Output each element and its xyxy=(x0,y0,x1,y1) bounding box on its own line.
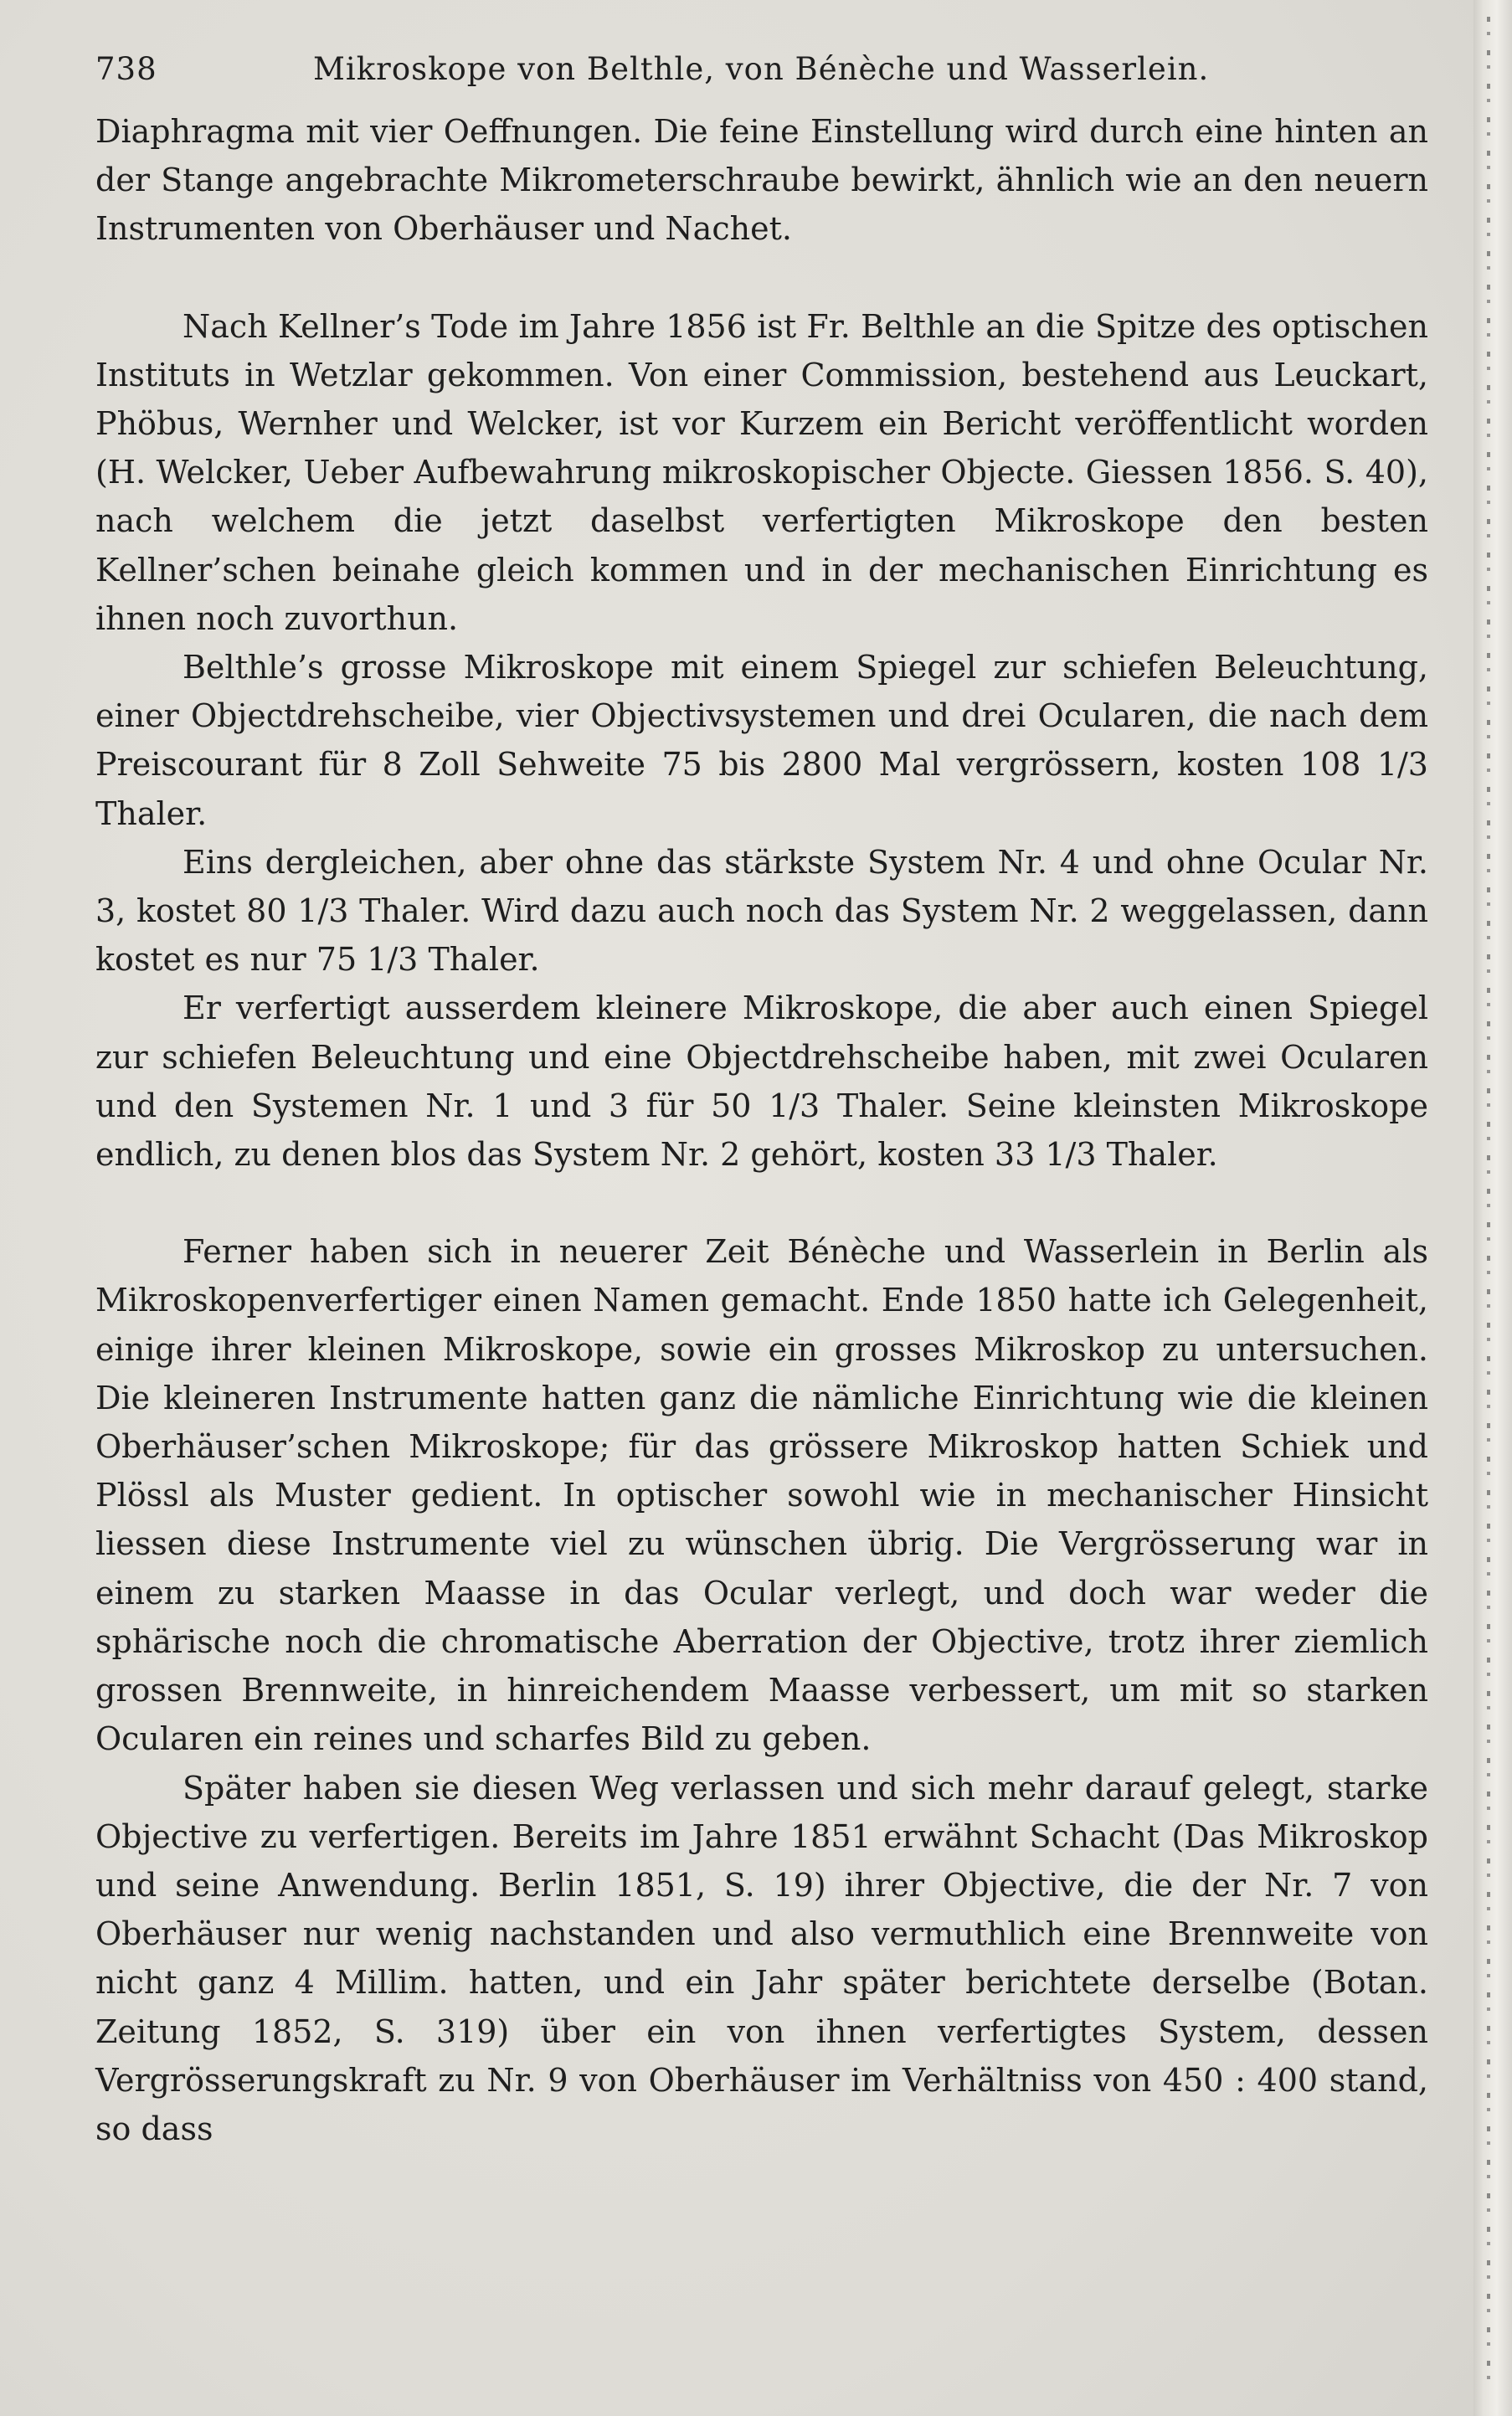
paragraph-kleinere-mikroskope: Er verfertigt ausserdem kleinere Mikroskope, die aber auch einen Spiegel zur schiefen Beleuchtung und eine Objectdrehscheibe haben, mit zwei Ocularen und den Systemen Nr. 1 und 3 für 50 1/3 Thaler. Seine kleinsten Mikroskope endlich, zu denen blos das System Nr. 2 gehört, kosten 33 1/3 Thaler. xyxy=(95,990,1428,1174)
section-gap xyxy=(95,1179,1428,1227)
running-head: Mikroskope von Belthle, von Bénèche und Wasserlein. xyxy=(313,51,1210,87)
page-edge xyxy=(1473,0,1512,2416)
page-text xyxy=(95,49,1428,2153)
page-number: 738 xyxy=(95,51,157,87)
paragraph-belthle-grosse: Belthle’s grosse Mikroskope mit einem Spiegel zur schiefen Beleuchtung, einer Objectdrehscheibe, vier Objectivsystemen und drei Ocularen, die nach dem Preiscourant für 8 Zoll Sehweite 75 bis 2800 Mal vergrössern, kosten 108 1/3 Thaler. xyxy=(95,649,1428,832)
paragraph-kellner: Nach Kellner’s Tode im Jahre 1856 ist Fr. Belthle an die Spitze des optischen Instituts in Wetzlar gekommen. Von einer Commission, bestehend aus Leuckart, Phöbus, Wernher und Welcker, ist vor Kurzem ein Bericht veröffentlicht worden (H. Welcker, Ueber Aufbewahrung mikroskopischer Objecte. Giessen 1856. S. 40), nach welchem die jetzt daselbst verfertigten Mikroskope den besten Kellner’schen beinahe gleich kommen und in der mechanischen Einrichtung es ihnen noch zuvorthun. xyxy=(95,307,1428,637)
paragraph-eins-dergleichen: Eins dergleichen, aber ohne das stärkste System Nr. 4 und ohne Ocular Nr. 3, kostet 80 1/3 Thaler. Wird dazu auch noch das System Nr. 2 weggelassen, dann kostet es nur 75 1/3 Thaler. xyxy=(95,843,1428,979)
paragraph-beneche-wasserlein: Ferner haben sich in neuerer Zeit Bénèche und Wasserlein in Berlin als Mikroskopenverfertiger einen Namen gemacht. Ende 1850 hatte ich Gelegenheit, einige ihrer kleinen Mikroskope, sowie ein grosses Mikroskop zu untersuchen. Die kleineren Instrumente hatten ganz die nämliche Einrichtung wie die kleinen Oberhäuser’schen Mikroskope; für das grössere Mikroskop hatten Schiek und Plössl als Muster gedient. In optischer sowohl wie in mechanischer Hinsicht liessen diese Instrumente viel zu wünschen übrig. Die Vergrösserung war in einem zu starken Maasse in das Ocular verlegt, und doch war weder die sphärische noch die chromatische Aberration der Objective, trotz ihrer ziemlich grossen Brennweite, in hinreichendem Maasse verbessert, um mit so starken Ocularen ein reines und scharfes Bild zu geben. xyxy=(95,1233,1428,1758)
paragraph-spaeter: Später haben sie diesen Weg verlassen und sich mehr darauf gelegt, starke Objective zu verfertigen. Bereits im Jahre 1851 erwähnt Schacht (Das Mikroskop und seine Anwendung. Berlin 1851, S. 19) ihrer Objective, die der Nr. 7 von Oberhäuser nur wenig nachstanden und also vermuthlich eine Brennweite von nicht ganz 4 Millim. hatten, und ein Jahr später berichtete derselbe (Botan. Zeitung 1852, S. 319) über ein von ihnen verfertigtes System, dessen Vergrösserungskraft zu Nr. 9 von Oberhäuser im Verhältniss von 450 : 400 stand, so dass xyxy=(95,1769,1428,2147)
section-gap xyxy=(95,254,1428,302)
page-header xyxy=(95,49,1428,107)
paragraph-continued: Diaphragma mit vier Oeffnungen. Die feine Einstellung wird durch eine hinten an der Stange angebrachte Mikrometerschraube bewirkt, ähnlich wie an den neuern Instrumenten von Oberhäuser und Nachet. xyxy=(95,113,1428,248)
